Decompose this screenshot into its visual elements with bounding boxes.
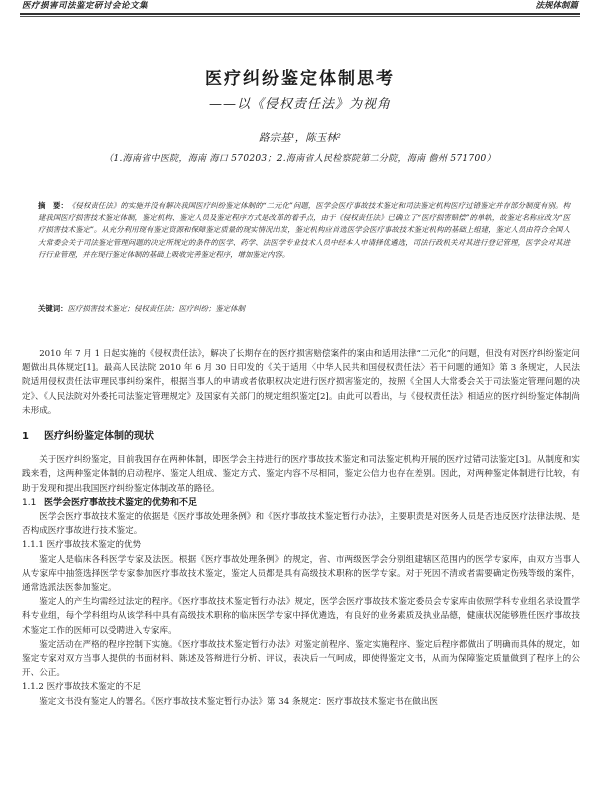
- section-1-1-2-title: 医疗事故技术鉴定的不足: [46, 682, 142, 693]
- section-1-heading: [22, 430, 580, 444]
- section-1-1-number: 1.1: [22, 497, 37, 508]
- section-1-1-heading: [22, 496, 580, 510]
- paper-subtitle: ——以《侵权责任法》为视角: [208, 97, 391, 112]
- section-1-1-1-heading: [22, 538, 580, 552]
- keywords-label: 关键词：: [38, 304, 68, 313]
- section-1-1-1-paragraph-2: 鉴定人的产生均需经过法定的程序。《医疗事故技术鉴定暂行办法》规定，医学会医疗事故技术鉴定委员会专家库由依照学科专业组名录设置学科专业组，每个学科组均从该学科中具有高级技术职称的临床医学专家中择优遴选，有良好的业务素质及执业品德，健康状况能够胜任医疗事故技术鉴定工作的医师可以受聘进入专家库。: [22, 597, 580, 636]
- section-1-1-2-number: 1.1.2: [22, 682, 44, 693]
- section-1-1-2-paragraph-1: 鉴定文书没有鉴定人的署名。《医疗事故技术鉴定暂行办法》第 34 条规定：医疗事故技术鉴定书在做出医: [39, 696, 439, 707]
- section-1-number: 1: [22, 431, 29, 443]
- section-1-title: 医疗纠纷鉴定体制的现状: [44, 431, 154, 443]
- section-1-1-title: 医学会医疗事故技术鉴定的优势和不足: [44, 497, 198, 508]
- section-1-1-1-title: 医疗事故技术鉴定的优势: [46, 540, 142, 551]
- abstract: [38, 200, 570, 261]
- body-text: [22, 347, 580, 709]
- section-1-paragraph: 关于医疗纠纷鉴定，目前我国存在两种体制，即医学会主持进行的医疗事故技术鉴定和司法鉴定机构开展的医疗过错司法鉴定[3]。从制度和实践来看，这两种鉴定体制的启动程序、鉴定人组成、鉴定方式、鉴定内容不尽相同，鉴定公信力也存在差别。因此，对两种鉴定体制进行比较，有助于发现和提出我国医疗纠纷鉴定体制改革的路径。: [22, 455, 580, 494]
- authors: 路宗基¹，陈玉林²: [259, 132, 341, 144]
- running-head-right: 法规体制篇: [535, 1, 578, 11]
- title-block: [0, 64, 600, 164]
- section-1-1-1-number: 1.1.1: [22, 540, 44, 551]
- abstract-text: 《侵权责任法》的实施并没有解决我国医疗纠纷鉴定体制的“二元化”问题，医学会医疗事故技术鉴定和司法鉴定机构医疗过错鉴定并存部分制度有别。构建我国医疗损害技术鉴定体制，鉴定机构、鉴定人员及鉴定程序方式是改革的着手点，由于《侵权责任法》已确立了“医疗损害赔偿”的单轨，故鉴定名称应改为“医疗损害技术鉴定”。从充分利用现有鉴定资源和保障鉴定质量的现实情况出发，鉴定机构应首选医学会医疗事故技术鉴定机构的基础上组建，鉴定人员由符合全国人大常委会关于司法鉴定管理问题的决定所规定的条件的医学、药学、法医学专业技术人员中经本人申请择优遴选，司法行政机关对其进行登记管理，医学会对其进行行业管理，并在现行鉴定体制的基础上吸收完善鉴定程序，增加鉴定内容。: [38, 201, 570, 259]
- keywords-text: 医疗损害技术鉴定；侵权责任法；医疗纠纷；鉴定体制: [67, 304, 245, 313]
- keywords: [38, 303, 570, 315]
- header-rule: [20, 13, 580, 15]
- abstract-label: 摘 要：: [38, 201, 68, 210]
- section-1-1-paragraph: 医学会医疗事故技术鉴定的依据是《医疗事故处理条例》和《医疗事故技术鉴定暂行办法》，主要职责是对医务人员是否违反医疗法律法规、是否构成医疗事故进行技术鉴定。: [22, 512, 580, 537]
- section-1-1-1-paragraph-1: 鉴定人是临床各科医学专家及法医。根据《医疗事故处理条例》的规定，省、市两级医学会分别组建辖区范围内的医学专家库，由双方当事人从专家库中抽签选择医学专家参加医疗事故技术鉴定，鉴定人员都是具有高级技术职称的医学专家。对于死因不清或者需要确定伤残等级的案件，通常选派法医参加鉴定。: [22, 554, 580, 594]
- running-head-left: 医疗损害司法鉴定研讨会论文集: [22, 1, 149, 11]
- paper-title: 医疗纠纷鉴定体制思考: [205, 69, 395, 89]
- intro-paragraph: 2010 年 7 月 1 日起实施的《侵权责任法》，解决了长期存在的医疗损害赔偿案件的案由和适用法律“二元化”的问题，但没有对医疗纠纷鉴定问题做出具体规定[1]。最高人民法院 2010 年 6 月 30 日印发的《关于适用〈中华人民共和国侵权责任法〉若干问题的通知》第 3 条规定，人民法院适用侵权责任法审理民事纠纷案件，根据当事人的申请或者依职权决定进行医疗损害鉴定的，按照《全国人大常委会关于司法鉴定管理问题的决定》、《人民法院对外委托司法鉴定管理规定》及国家有关部门的规定组织鉴定[2]。由此可以看出，与《侵权责任法》相适应的医疗纠纷鉴定体制尚未形成。: [22, 349, 580, 416]
- running-head: [22, 0, 578, 12]
- section-1-1-2-heading: [22, 680, 580, 694]
- section-1-1-1-paragraph-3: 鉴定活动在严格的程序控制下实施。《医疗事故技术鉴定暂行办法》对鉴定前程序、鉴定实施程序、鉴定后程序都做出了明确而具体的规定，如鉴定专家对双方当事人提供的书面材料、陈述及答辩进行分析、评议，表决后一气呵成，即使得鉴定文书，从而为保障鉴定质量做到了程序上的公开、公正。: [22, 639, 580, 679]
- header-rule-thin: [20, 16, 580, 17]
- affiliations: （1.海南省中医院，海南 海口 570203；2.海南省人民检察院第二分院，海南 儋州 571700）: [104, 154, 496, 164]
